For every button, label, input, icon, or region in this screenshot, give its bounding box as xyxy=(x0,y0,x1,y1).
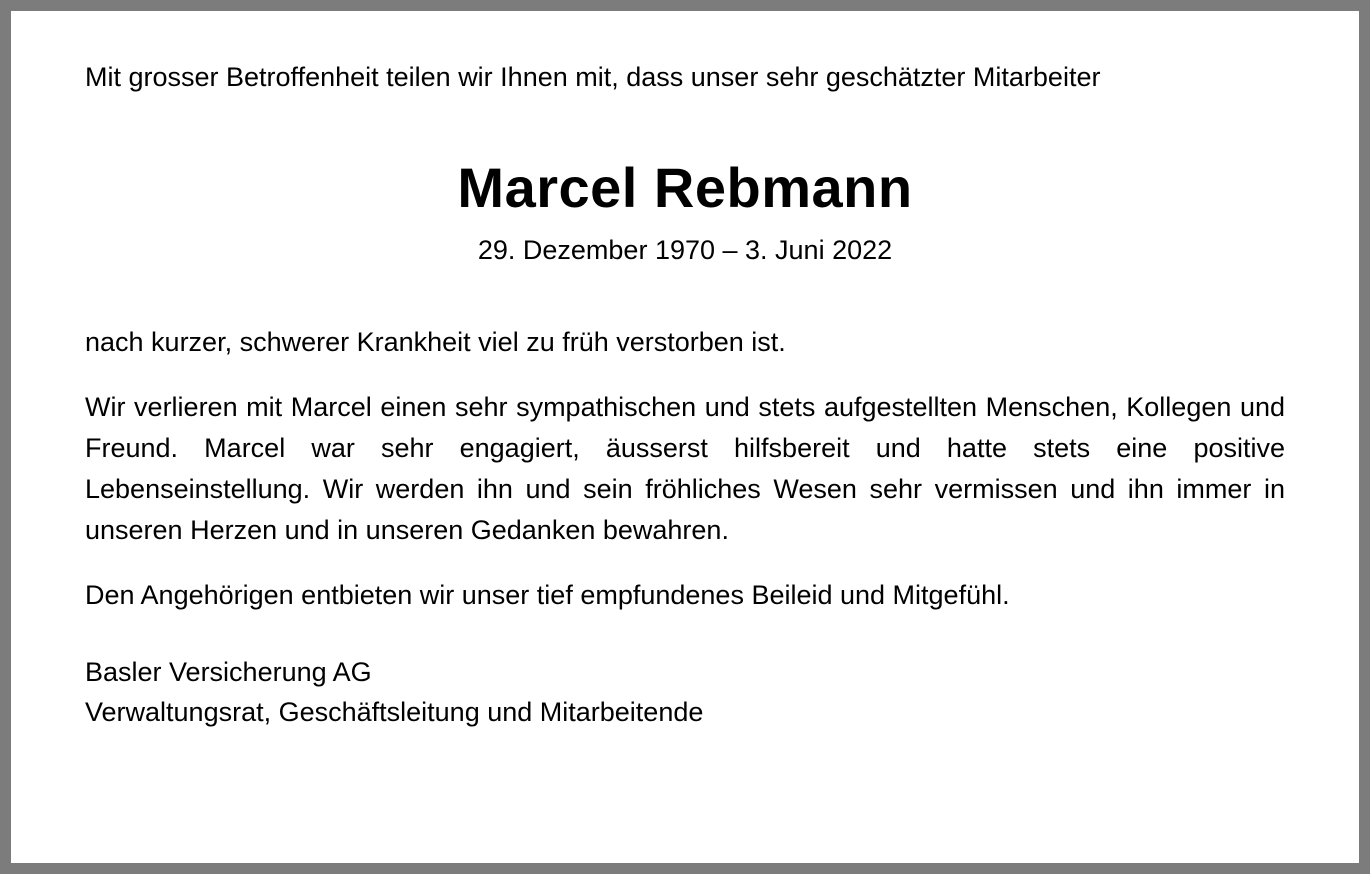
body-paragraph-2: Wir verlieren mit Marcel einen sehr sympathischen und stets aufgestellten Menschen, Kollegen und Freund. Marcel war sehr engagiert, äusserst hilfsbereit und hatte stets eine positive Lebenseinstellung. Wir werden ihn und sein fröhliches Wesen sehr vermissen und ihn immer in unseren Herzen und in unseren Gedanken bewahren. xyxy=(85,392,1285,545)
signature-company: Basler Versicherung AG xyxy=(85,657,372,687)
signature-group: Verwaltungsrat, Geschäftsleitung und Mitarbeitende xyxy=(85,697,704,727)
deceased-name: Marcel Rebmann xyxy=(457,156,913,219)
body-paragraph-1: nach kurzer, schwerer Krankheit viel zu früh verstorben ist. xyxy=(85,327,786,357)
notice-content xyxy=(11,11,1359,863)
body-paragraph-3: Den Angehörigen entbieten wir unser tief empfundenes Beileid und Mitgefühl. xyxy=(85,580,1010,610)
deceased-dates: 29. Dezember 1970 – 3. Juni 2022 xyxy=(477,235,893,265)
intro-paragraph: Mit grosser Betroffenheit teilen wir Ihnen mit, dass unser sehr geschätzter Mitarbeiter xyxy=(85,62,1101,92)
deceased-name-block xyxy=(85,156,1285,270)
body-paragraphs xyxy=(85,322,1285,616)
signature-block xyxy=(85,652,1285,732)
